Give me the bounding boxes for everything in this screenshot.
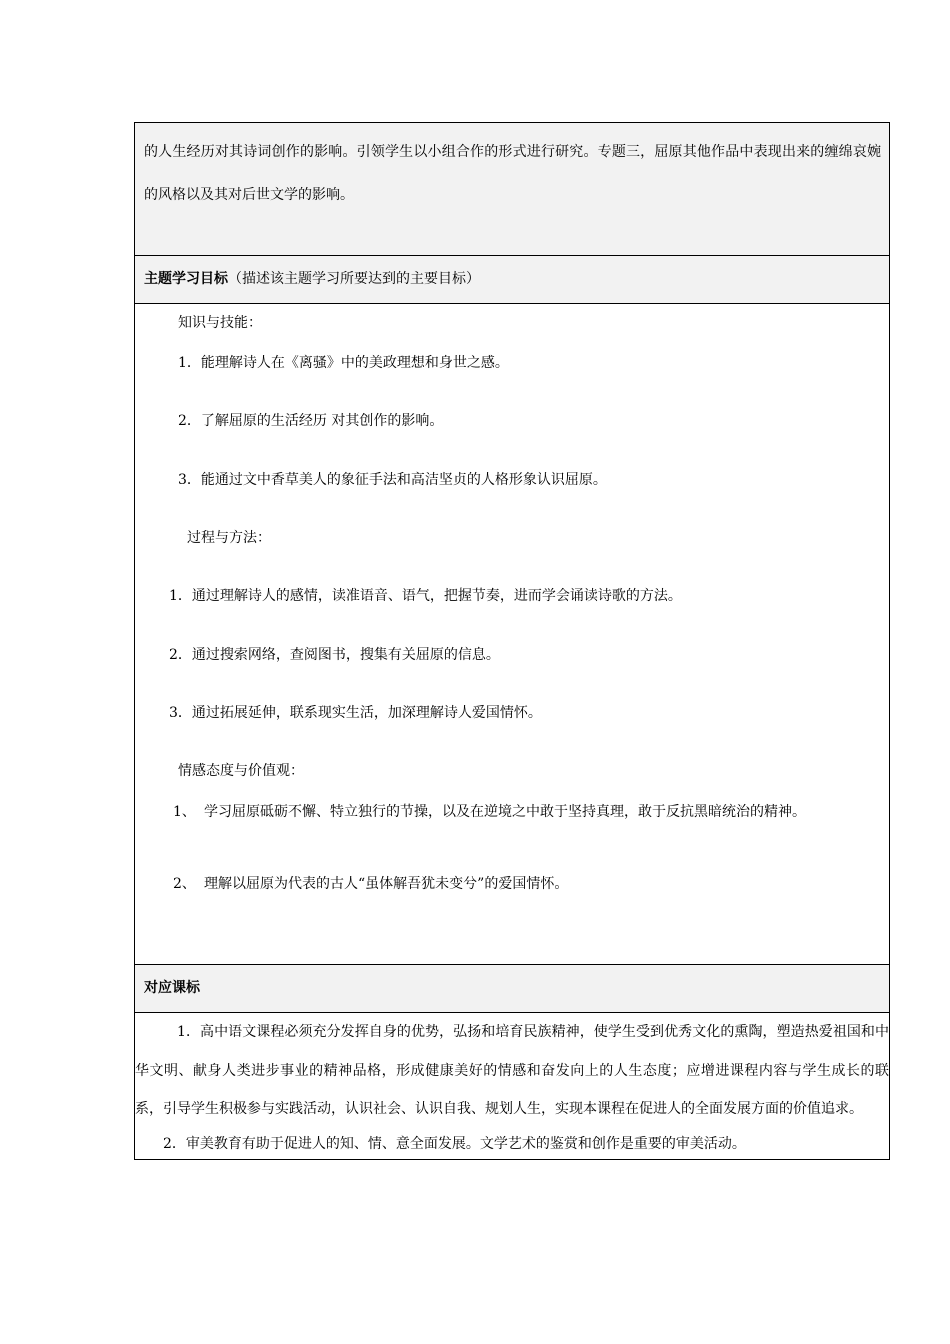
emotion-item-1-number: 1、	[173, 804, 196, 820]
knowledge-item-2: 2．了解屈原的生活经历 对其创作的影响。	[178, 413, 444, 429]
process-item-3: 3．通过拓展延伸，联系现实生活，加深理解诗人爱国情怀。	[169, 705, 542, 721]
knowledge-heading: 知识与技能：	[178, 315, 262, 331]
process-heading: 过程与方法：	[187, 530, 271, 546]
goals-header-cell	[135, 256, 890, 304]
knowledge-item-3: 3．能通过文中香草美人的象征手法和高洁坚贞的人格形象认识屈原。	[178, 472, 607, 488]
emotion-item-1-text: 学习屈原砥砺不懈、特立独行的节操，以及在逆境之中敢于坚持真理，敢于反抗黑暗统治的精神。	[204, 804, 806, 820]
goals-description: （描述该主题学习所要达到的主要目标）	[228, 271, 480, 287]
lesson-plan-table	[134, 122, 890, 1160]
process-item-1: 1．通过理解诗人的感情，读准语音、语气，把握节奏，进而学会诵读诗歌的方法。	[169, 588, 682, 604]
standards-paragraph-2: 2．审美教育有助于促进人的知、情、意全面发展。文学艺术的鉴赏和创作是重要的审美活动。	[163, 1135, 746, 1152]
process-item-2: 2．通过搜索网络，查阅图书，搜集有关屈原的信息。	[169, 647, 500, 663]
standards-content-cell	[135, 1013, 890, 1160]
goals-content-cell	[135, 304, 890, 965]
standards-title: 对应课标	[144, 980, 200, 996]
emotion-heading: 情感态度与价值观：	[178, 763, 304, 779]
standards-paragraph-1: 1．高中语文课程必须充分发挥自身的优势，弘扬和培育民族精神，使学生受到优秀文化的熏陶，塑造热爱祖国和中华文明、献身人类进步事业的精神品格，形成健康美好的情感和奋发向上的人生态度；应增进课程内容与学生成长的联系，引导学生积极参与实践活动，认识社会、认识自我、规划人生，实现本课程在促进人的全面发展方面的价值追求。	[135, 1024, 889, 1117]
goals-content	[135, 304, 889, 964]
emotion-item-2-text: 理解以屈原为代表的古人“虽体解吾犹未变兮”的爱国情怀。	[204, 876, 569, 892]
goals-title: 主题学习目标	[144, 271, 228, 287]
intro-text: 的人生经历对其诗词创作的影响。引领学生以小组合作的形式进行研究。专题三，屈原其他作品中表现出来的缠绵哀婉的风格以及其对后世文学的影响。	[144, 144, 881, 203]
emotion-item-2-number: 2、	[173, 876, 196, 892]
standards-header-cell	[135, 965, 890, 1013]
knowledge-item-1: 1．能理解诗人在《离骚》中的美政理想和身世之感。	[178, 355, 509, 371]
intro-cell	[135, 123, 890, 256]
goals-header	[135, 256, 889, 290]
